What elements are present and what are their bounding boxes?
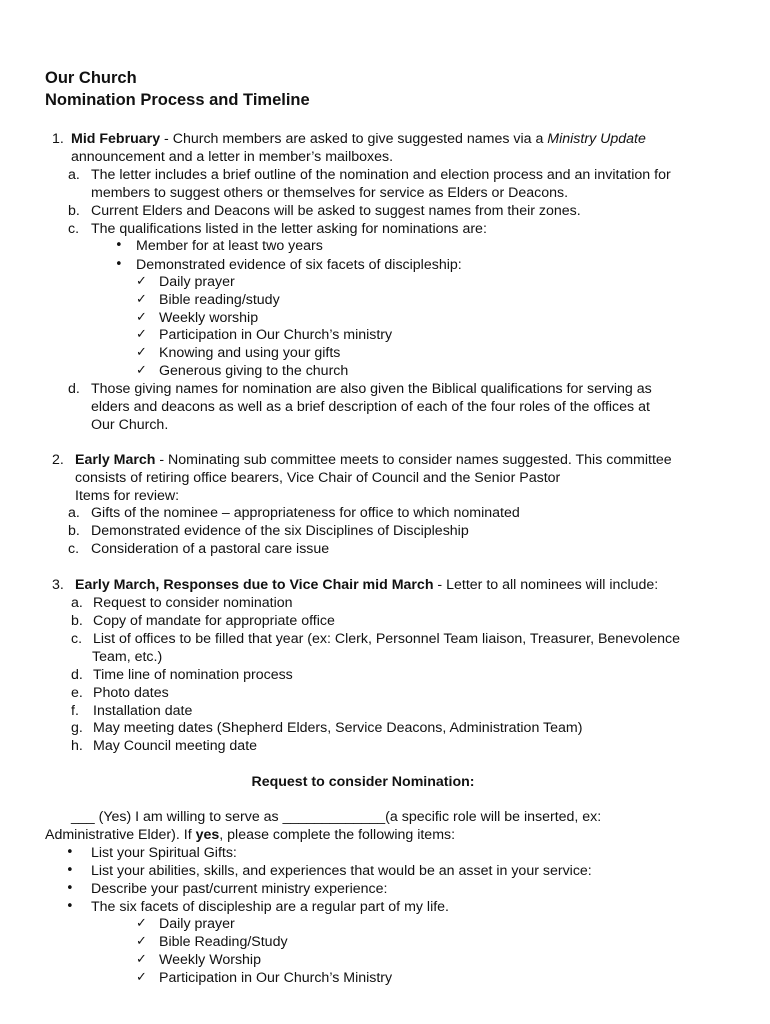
section-1-item-d-line3: Our Church. [91, 417, 169, 433]
item-label: e. [71, 685, 83, 701]
request-check-item: Bible Reading/Study [159, 934, 288, 950]
section-1-item-b: Current Elders and Deacons will be asked to suggest names from their zones. [91, 203, 581, 219]
check-item: Bible reading/study [159, 292, 280, 308]
checkmark-icon: ✓ [136, 952, 147, 967]
section-3-item: Photo dates [93, 685, 169, 701]
section-3-item: Request to consider nomination [93, 595, 293, 611]
bullet-icon: • [115, 238, 123, 253]
item-label: d. [68, 381, 80, 397]
section-2-line2: consists of retiring office bearers, Vice Chair of Council and the Senior Pastor [75, 470, 561, 486]
section-1-item-d-line2: elders and deacons as well as a brief description of each of the four roles of the offices at [91, 399, 650, 415]
item-label: f. [71, 703, 79, 719]
checkmark-icon: ✓ [136, 292, 147, 307]
checkmark-icon: ✓ [136, 345, 147, 360]
bullet-item: Member for at least two years [136, 238, 323, 254]
check-item: Weekly worship [159, 310, 259, 326]
section-1-line1: Mid February - Church members are asked to give suggested names via a Ministry Update [71, 131, 646, 147]
item-label: c. [71, 631, 83, 647]
section-2-number: 2. [52, 452, 64, 468]
bullet-icon: • [66, 881, 74, 896]
request-bullet-item: List your abilities, skills, and experiences that would be an asset in your service: [91, 863, 592, 879]
section-1-item-d-line1: Those giving names for nomination are also given the Biblical qualifications for serving as [91, 381, 652, 397]
checkmark-icon: ✓ [136, 916, 147, 931]
checkmark-icon: ✓ [136, 363, 147, 378]
check-item: Knowing and using your gifts [159, 345, 341, 361]
ministry-update-italic: Ministry Update [547, 131, 646, 147]
checkmark-icon: ✓ [136, 970, 147, 985]
item-label: a. [68, 505, 80, 521]
item-label: c. [68, 541, 80, 557]
check-item: Participation in Our Church’s ministry [159, 327, 393, 343]
section-3-number: 3. [52, 577, 64, 593]
bullet-icon: • [66, 899, 74, 914]
item-label: c. [68, 221, 80, 237]
section-3-heading: Early March, Responses due to Vice Chair mid March [75, 577, 434, 593]
section-3-item-continuation: Team, etc.) [92, 649, 163, 665]
checkmark-icon: ✓ [136, 274, 147, 289]
section-2-line1: Early March - Nominating sub committee meets to consider names suggested. This committee [75, 452, 672, 468]
item-label: h. [71, 738, 83, 754]
document-title-line1: Our Church [45, 69, 137, 87]
item-label: b. [68, 203, 80, 219]
section-1-heading: Mid February [71, 131, 161, 147]
request-check-item: Daily prayer [159, 916, 235, 932]
item-label: d. [71, 667, 83, 683]
checkmark-icon: ✓ [136, 934, 147, 949]
section-3-item: May Council meeting date [93, 738, 258, 754]
section-2-heading: Early March [75, 452, 156, 468]
check-item: Daily prayer [159, 274, 235, 290]
check-item: Generous giving to the church [159, 363, 349, 379]
request-bullet-item: Describe your past/current ministry experience: [91, 881, 388, 897]
section-3-item: May meeting dates (Shepherd Elders, Service Deacons, Administration Team) [93, 720, 583, 736]
section-2-item: Gifts of the nominee – appropriateness for office to which nominated [91, 505, 520, 521]
section-3-item: Time line of nomination process [93, 667, 293, 683]
section-3-item: Installation date [93, 703, 193, 719]
item-label: a. [68, 167, 80, 183]
section-2-item: Consideration of a pastoral care issue [91, 541, 330, 557]
document-title-line2: Nomination Process and Timeline [45, 91, 310, 109]
request-check-item: Weekly Worship [159, 952, 261, 968]
section-3-line1: Early March, Responses due to Vice Chair mid March - Letter to all nominees will include: [75, 577, 659, 593]
request-check-item: Participation in Our Church’s Ministry [159, 970, 393, 986]
section-1-line2: announcement and a letter in member’s mailboxes. [71, 149, 394, 165]
checkmark-icon: ✓ [136, 310, 147, 325]
section-3-item: Copy of mandate for appropriate office [93, 613, 335, 629]
bullet-icon: • [66, 863, 74, 878]
section-1-item-c: The qualifications listed in the letter asking for nominations are: [91, 221, 487, 237]
bullet-item: Demonstrated evidence of six facets of discipleship: [136, 257, 462, 273]
request-bullet-item: The six facets of discipleship are a regular part of my life. [91, 899, 449, 915]
item-label: b. [68, 523, 80, 539]
section-1-number: 1. [52, 131, 64, 147]
request-line2: Administrative Elder). If yes, please complete the following items: [45, 827, 456, 843]
request-heading: Request to consider Nomination: [251, 774, 475, 790]
item-label: a. [71, 595, 83, 611]
bullet-icon: • [66, 845, 74, 860]
section-2-item: Demonstrated evidence of the six Disciplines of Discipleship [91, 523, 469, 539]
section-3-item: List of offices to be filled that year (ex: Clerk, Personnel Team liaison, Treasurer, Benevolence [93, 631, 680, 647]
request-bullet-item: List your Spiritual Gifts: [91, 845, 237, 861]
section-2-line3: Items for review: [75, 488, 180, 504]
section-1-item-a-line2: members to suggest others or themselves for service as Elders or Deacons. [91, 185, 569, 201]
checkmark-icon: ✓ [136, 327, 147, 342]
section-1-item-a-line1: The letter includes a brief outline of the nomination and election process and an invitation for [91, 167, 671, 183]
bullet-icon: • [115, 257, 123, 272]
item-label: g. [71, 720, 83, 736]
request-line1: ___ (Yes) I am willing to serve as _____________(a specific role will be inserted, ex: [71, 809, 602, 825]
item-label: b. [71, 613, 83, 629]
